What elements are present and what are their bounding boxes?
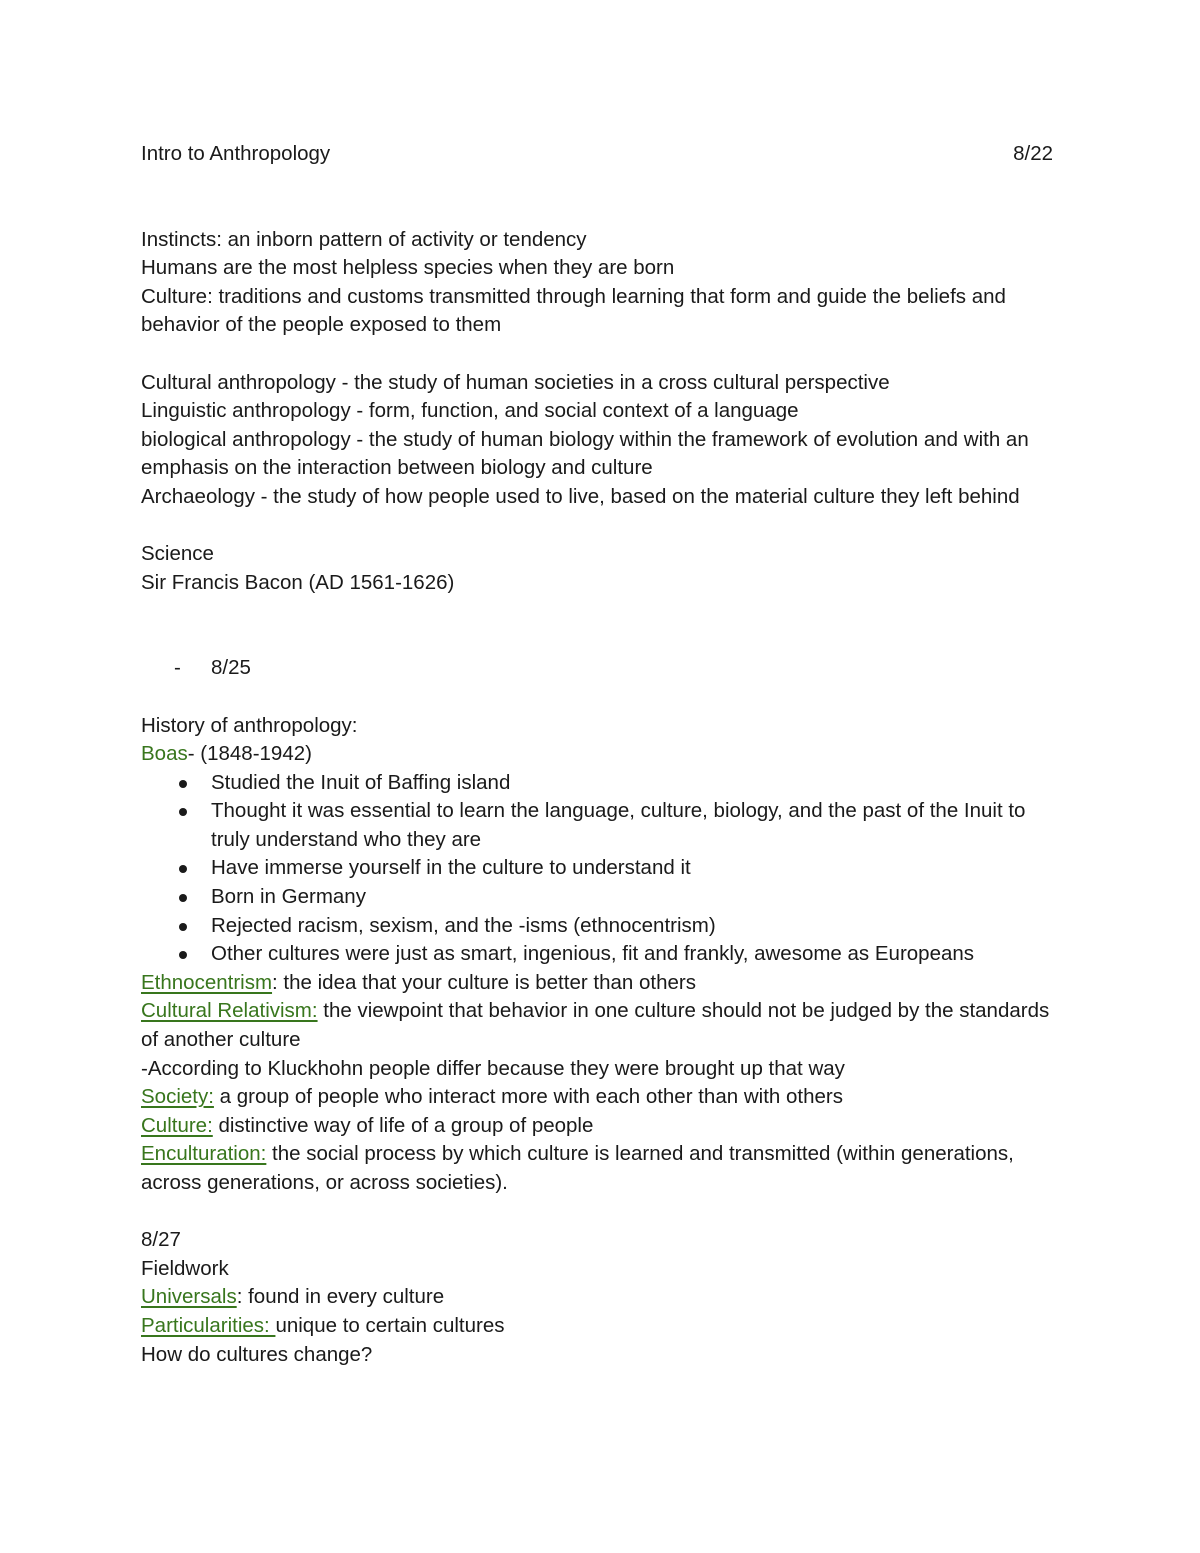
helpless-species-note: Humans are the most helpless species when they are born (141, 256, 675, 280)
bullet-icon (179, 894, 187, 902)
document-header (141, 140, 1053, 169)
bacon-note: Sir Francis Bacon (AD 1561-1626) (141, 570, 455, 594)
boas-term: Boas (141, 742, 188, 766)
cultural-relativism-definition: Cultural Relativism: the viewpoint that behavior in one culture should not be judged by the standards of another culture (141, 999, 1050, 1052)
culture-term: Culture: (141, 1113, 213, 1137)
date-8-27: 8/27 (141, 1228, 181, 1252)
date-8-25 (141, 654, 1053, 683)
culture-short-definition: Culture: distinctive way of life of a group of people (141, 1113, 594, 1137)
list-item: Born in Germany (141, 883, 1053, 912)
linguistic-anthropology-definition: Linguistic anthropology - form, function, and social context of a language (141, 399, 799, 423)
biological-anthropology-definition: biological anthropology - the study of human biology within the framework of evolution and with an emphasis on the interaction between biology and culture (141, 427, 1029, 480)
list-item: Have immerse yourself in the culture to understand it (141, 854, 1053, 883)
date-8-25-label: 8/25 (211, 656, 251, 680)
list-item: Thought it was essential to learn the language, culture, biology, and the past of the Inuit to truly understand who they are (141, 797, 1053, 854)
enculturation-term: Enculturation: (141, 1142, 267, 1166)
cultural-anthropology-definition: Cultural anthropology - the study of human societies in a cross cultural perspective (141, 370, 890, 394)
bullet-icon (179, 808, 187, 816)
science-heading: Science (141, 542, 214, 566)
universals-definition: Universals: found in every culture (141, 1285, 445, 1309)
boas-bullet-list (141, 769, 1053, 969)
society-term: Society: (141, 1085, 214, 1109)
list-item: Rejected racism, sexism, and the -isms (ethnocentrism) (141, 912, 1053, 941)
cultural-relativism-term: Cultural Relativism: (141, 999, 318, 1023)
enculturation-definition: Enculturation: the social process by which culture is learned and transmitted (within generations, across generations, or across societies). (141, 1142, 1014, 1194)
document-title: Intro to Anthropology (141, 142, 331, 165)
bullet-icon (179, 780, 187, 788)
society-definition: Society: a group of people who interact more with each other than with others (141, 1085, 843, 1109)
fieldwork-heading: Fieldwork (141, 1256, 229, 1280)
list-item: Studied the Inuit of Baffing island (141, 769, 1053, 798)
ethnocentrism-definition: Ethnocentrism: the idea that your culture is better than others (141, 970, 696, 994)
boas-dates: - (1848-1942) (187, 742, 312, 766)
bullet-icon (179, 865, 187, 873)
header-date: 8/22 (1013, 142, 1053, 165)
ethnocentrism-term: Ethnocentrism (141, 970, 273, 994)
dash-marker: - (174, 656, 181, 680)
notes-page (141, 140, 1053, 1369)
list-item: Other cultures were just as smart, ingenious, fit and frankly, awesome as Europeans (141, 940, 1053, 969)
bullet-icon (179, 923, 187, 931)
history-heading: History of anthropology: (141, 713, 358, 737)
culture-definition: Culture: traditions and customs transmitted through learning that form and guide the beliefs and behavior of the people exposed to them (141, 284, 1006, 337)
universals-term: Universals (141, 1285, 237, 1309)
kluckhohn-note: -According to Kluckhohn people differ because they were brought up that way (141, 1056, 845, 1080)
particularities-definition: Particularities: unique to certain cultures (141, 1313, 505, 1337)
instincts-definition: Instincts: an inborn pattern of activity or tendency (141, 227, 587, 251)
archaeology-definition: Archaeology - the study of how people used to live, based on the material culture they left behind (141, 484, 1020, 508)
culture-change-question: How do cultures change? (141, 1342, 373, 1366)
bullet-icon (179, 951, 187, 959)
particularities-term: Particularities: (141, 1313, 276, 1337)
boas-line (141, 740, 1053, 769)
